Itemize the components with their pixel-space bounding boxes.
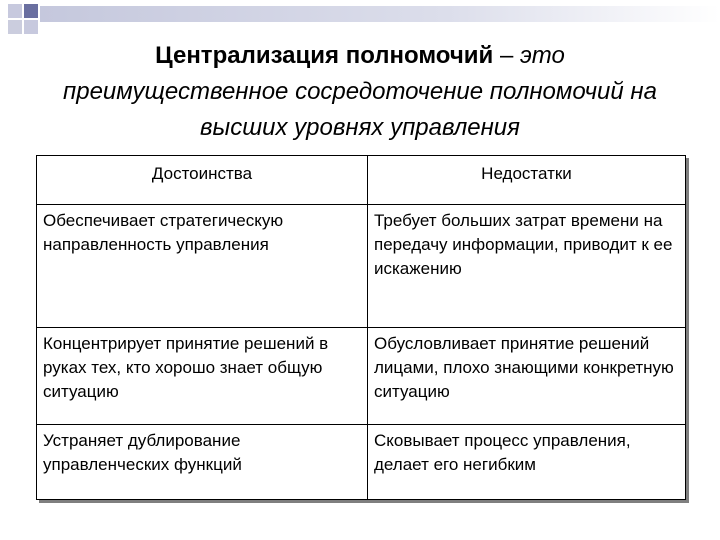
comparison-table [36,155,686,500]
table-row [37,205,686,328]
header-disadvantages: Недостатки [368,156,686,205]
header-advantages: Достоинства [37,156,368,205]
table-row [37,328,686,425]
table-row [37,425,686,500]
table-cell: Обусловливает принятие решений лицами, плохо знающими конкретную ситуацию [368,328,686,425]
table-cell: Сковывает процесс управления, делает его негибким [368,425,686,500]
table-cell: Требует больших затрат времени на передачу информации, приводит к ее искажению [368,205,686,328]
table-cell: Обеспечивает стратегическую направленность управления [37,205,368,328]
table-cell: Устраняет дублирование управленческих функций [37,425,368,500]
table-header-row [37,156,686,205]
title-definition: это преимущественное сосредоточение полномочий на высших уровнях управления [63,42,657,141]
table-cell: Концентрирует принятие решений в руках тех, кто хорошо знает общую ситуацию [37,328,368,425]
title-term: Централизация полномочий [155,42,494,69]
slide-title [40,38,680,146]
header-decoration [0,0,720,40]
title-dash: – [493,42,520,69]
